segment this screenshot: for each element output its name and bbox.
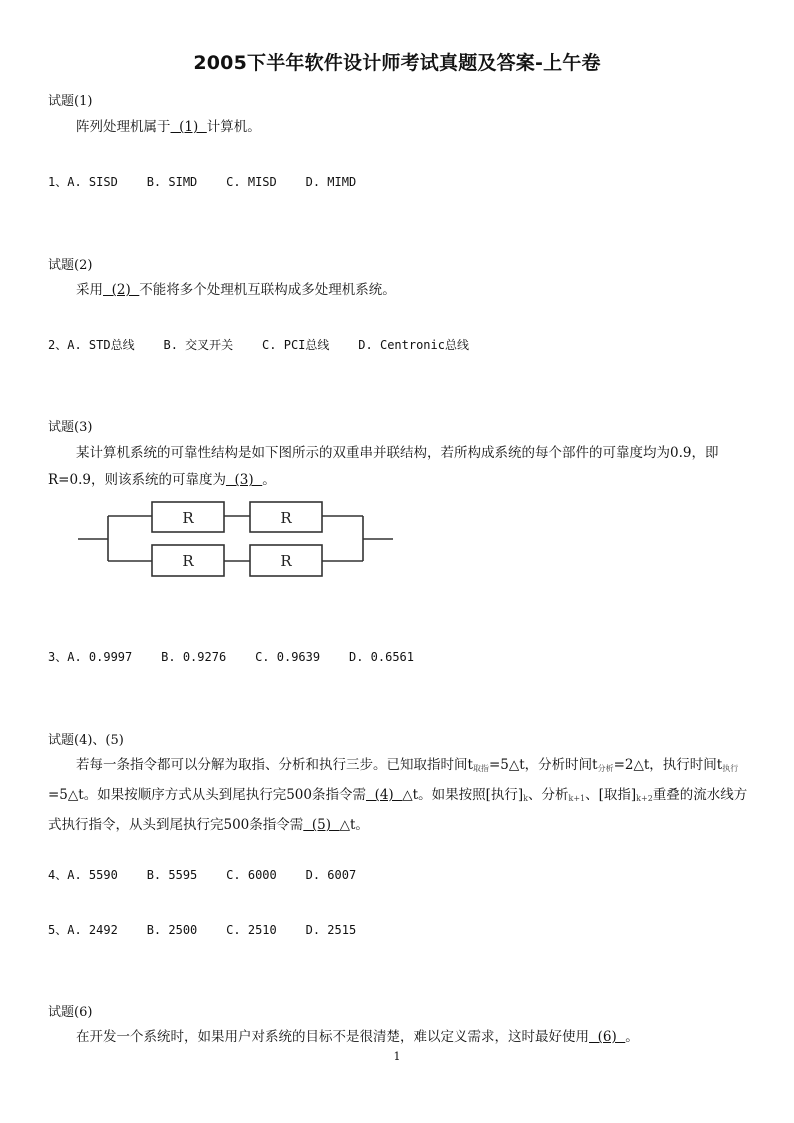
diagram-label-r3: R <box>182 552 194 570</box>
question-2-stem: 采用 (2) 不能将多个处理机互联构成多处理机系统。 <box>76 282 396 298</box>
blank-4: (4) <box>365 787 403 803</box>
question-2-options: 2、A. STD总线 B. 交叉开关 C. PCI总线 D. Centronic总线 <box>48 338 469 352</box>
question-2-label: 试题(2) <box>48 258 93 273</box>
question-3-stem: 某计算机系统的可靠性结构是如下图所示的双重串并联结构，若所构成系统的每个部件的可靠度均为0.9，即R=0.9，则该系统的可靠度为 (3) 。 <box>48 445 719 488</box>
question-5-options: 5、A. 2492 B. 2500 C. 2510 D. 2515 <box>48 923 357 937</box>
question-1-options: 1、A. SISD B. SIMD C. MISD D. MIMD <box>48 175 357 189</box>
question-6-label: 试题(6) <box>48 1005 93 1020</box>
question-4-options: 4、A. 5590 B. 5595 C. 6000 D. 6007 <box>48 868 357 882</box>
question-6-stem: 在开发一个系统时，如果用户对系统的目标不是很清楚，难以定义需求，这时最好使用 (6) 。 <box>76 1029 639 1045</box>
blank-2: (2) <box>103 282 140 298</box>
question-1-stem: 阵列处理机属于 (1) 计算机。 <box>76 119 261 135</box>
page-title: 2005下半年软件设计师考试真题及答案-上午卷 <box>193 52 601 74</box>
blank-3: (3) <box>225 472 263 488</box>
diagram-label-r4: R <box>280 552 292 570</box>
reliability-diagram <box>78 498 398 582</box>
question-4-5-label: 试题(4)、(5) <box>48 733 124 748</box>
diagram-label-r2: R <box>280 509 292 527</box>
question-1-label: 试题(1) <box>48 94 93 109</box>
page-number: 1 <box>393 1050 401 1063</box>
question-3-options: 3、A. 0.9997 B. 0.9276 C. 0.9639 D. 0.6561 <box>48 650 415 664</box>
question-4-5-stem: 若每一条指令都可以分解为取指、分析和执行三步。已知取指时间$t_{取指}=5\triangle t$，分析时间$t_{分析}=2\triangle t$，执行时间$t_{执行}=5\triangle t$。如果按顺序方式从头到尾执行完500条指令需 (4) △t。如果按照[执行]$_k$、分析$_{k+1}$、[取指]$_{k+2}$重叠的流水线方式执行指令，从头到尾执行完500条指令需 (5) △t。 <box>48 757 748 833</box>
diagram-label-r1: R <box>182 509 194 527</box>
blank-5: (5) <box>303 817 340 833</box>
blank-1: (1) <box>170 119 207 135</box>
question-3-label: 试题(3) <box>48 420 93 435</box>
blank-6: (6) <box>589 1029 626 1045</box>
